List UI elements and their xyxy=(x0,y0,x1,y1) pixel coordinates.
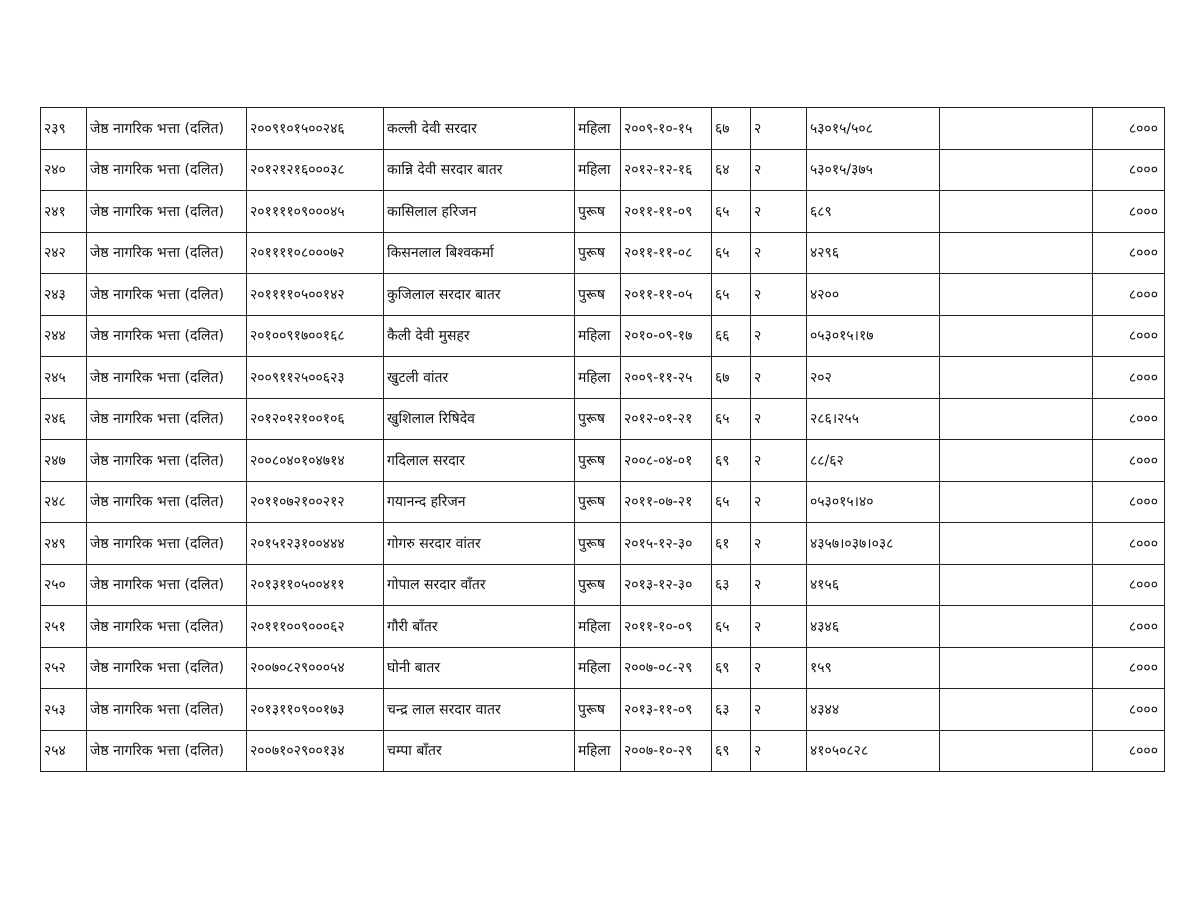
table-row xyxy=(41,481,1165,523)
serial-number-cell: २४७ xyxy=(41,440,87,482)
age-cell: ६५ xyxy=(712,398,751,440)
birth-date-cell: २०११-०७-२१ xyxy=(621,481,712,523)
amount-cell: ८००० xyxy=(1093,191,1165,233)
age-cell: ६७ xyxy=(712,108,751,150)
amount-cell: ८००० xyxy=(1093,564,1165,606)
amount-cell: ८००० xyxy=(1093,730,1165,772)
citizenship-number-cell: ५३०१५/३७५ xyxy=(807,149,940,191)
age-cell: ६५ xyxy=(712,191,751,233)
table-row xyxy=(41,689,1165,731)
beneficiary-name-cell: कुजिलाल सरदार बातर xyxy=(384,274,575,316)
amount-cell: ८००० xyxy=(1093,606,1165,648)
table-row xyxy=(41,315,1165,357)
gender-cell: महिला xyxy=(575,647,621,689)
gender-cell: पुरूष xyxy=(575,689,621,731)
ward-cell: २ xyxy=(751,647,807,689)
ward-cell: २ xyxy=(751,149,807,191)
ward-cell: २ xyxy=(751,689,807,731)
id-number-cell: २०१२१२१६०००३८ xyxy=(247,149,384,191)
table-row xyxy=(41,440,1165,482)
remarks-cell xyxy=(940,730,1093,772)
serial-number-cell: २४८ xyxy=(41,481,87,523)
remarks-cell xyxy=(940,149,1093,191)
ward-cell: २ xyxy=(751,523,807,565)
gender-cell: महिला xyxy=(575,108,621,150)
ward-cell: २ xyxy=(751,315,807,357)
birth-date-cell: २०१३-११-०९ xyxy=(621,689,712,731)
amount-cell: ८००० xyxy=(1093,274,1165,316)
beneficiary-name-cell: किसनलाल बिश्वकर्मा xyxy=(384,232,575,274)
citizenship-number-cell: १५९ xyxy=(807,647,940,689)
beneficiary-name-cell: गौरी बाँतर xyxy=(384,606,575,648)
id-number-cell: २०१३११०९००१७३ xyxy=(247,689,384,731)
ward-cell: २ xyxy=(751,357,807,399)
beneficiary-name-cell: चम्पा बाँतर xyxy=(384,730,575,772)
allowance-type-cell: जेष्ठ नागरिक भत्ता (दलित) xyxy=(87,481,247,523)
age-cell: ६९ xyxy=(712,440,751,482)
allowance-type-cell: जेष्ठ नागरिक भत्ता (दलित) xyxy=(87,564,247,606)
gender-cell: महिला xyxy=(575,357,621,399)
birth-date-cell: २०१०-०९-१७ xyxy=(621,315,712,357)
amount-cell: ८००० xyxy=(1093,149,1165,191)
citizenship-number-cell: ०५३०१५।१७ xyxy=(807,315,940,357)
id-number-cell: २०१२०१२१००१०६ xyxy=(247,398,384,440)
id-number-cell: २००७१०२९००१३४ xyxy=(247,730,384,772)
age-cell: ६५ xyxy=(712,274,751,316)
amount-cell: ८००० xyxy=(1093,523,1165,565)
remarks-cell xyxy=(940,191,1093,233)
birth-date-cell: २०११-१०-०९ xyxy=(621,606,712,648)
beneficiary-name-cell: गोपाल सरदार वाँतर xyxy=(384,564,575,606)
gender-cell: पुरूष xyxy=(575,232,621,274)
birth-date-cell: २०१२-१२-१६ xyxy=(621,149,712,191)
table-row xyxy=(41,730,1165,772)
birth-date-cell: २०११-११-०५ xyxy=(621,274,712,316)
birth-date-cell: २०१३-१२-३० xyxy=(621,564,712,606)
birth-date-cell: २००७-०८-२९ xyxy=(621,647,712,689)
table-body xyxy=(41,108,1165,772)
birth-date-cell: २००९-१०-१५ xyxy=(621,108,712,150)
id-number-cell: २००८०४०१०४७१४ xyxy=(247,440,384,482)
gender-cell: महिला xyxy=(575,315,621,357)
remarks-cell xyxy=(940,440,1093,482)
allowance-type-cell: जेष्ठ नागरिक भत्ता (दलित) xyxy=(87,357,247,399)
serial-number-cell: २४१ xyxy=(41,191,87,233)
remarks-cell xyxy=(940,647,1093,689)
table-row xyxy=(41,647,1165,689)
amount-cell: ८००० xyxy=(1093,689,1165,731)
citizenship-number-cell: ४२९६ xyxy=(807,232,940,274)
id-number-cell: २०१००९१७००१६८ xyxy=(247,315,384,357)
remarks-cell xyxy=(940,564,1093,606)
ward-cell: २ xyxy=(751,606,807,648)
id-number-cell: २००९११२५००६२३ xyxy=(247,357,384,399)
birth-date-cell: २०१५-१२-३० xyxy=(621,523,712,565)
allowance-type-cell: जेष्ठ नागरिक भत्ता (दलित) xyxy=(87,440,247,482)
table-row xyxy=(41,398,1165,440)
ward-cell: २ xyxy=(751,564,807,606)
allowance-type-cell: जेष्ठ नागरिक भत्ता (दलित) xyxy=(87,647,247,689)
remarks-cell xyxy=(940,232,1093,274)
gender-cell: पुरूष xyxy=(575,274,621,316)
table-row xyxy=(41,149,1165,191)
gender-cell: महिला xyxy=(575,149,621,191)
amount-cell: ८००० xyxy=(1093,108,1165,150)
table-row xyxy=(41,191,1165,233)
beneficiary-name-cell: कैली देवी मुसहर xyxy=(384,315,575,357)
table-row xyxy=(41,108,1165,150)
id-number-cell: २०११११०५००१४२ xyxy=(247,274,384,316)
ward-cell: २ xyxy=(751,398,807,440)
citizenship-number-cell: ४१०५०८२८ xyxy=(807,730,940,772)
amount-cell: ८००० xyxy=(1093,481,1165,523)
age-cell: ६३ xyxy=(712,564,751,606)
amount-cell: ८००० xyxy=(1093,315,1165,357)
age-cell: ६९ xyxy=(712,730,751,772)
birth-date-cell: २००७-१०-२९ xyxy=(621,730,712,772)
serial-number-cell: २४६ xyxy=(41,398,87,440)
gender-cell: पुरूष xyxy=(575,481,621,523)
beneficiary-name-cell: कल्ली देवी सरदार xyxy=(384,108,575,150)
beneficiary-name-cell: कासिलाल हरिजन xyxy=(384,191,575,233)
gender-cell: महिला xyxy=(575,730,621,772)
id-number-cell: २०१५१२३१००४४४ xyxy=(247,523,384,565)
serial-number-cell: २५२ xyxy=(41,647,87,689)
ward-cell: २ xyxy=(751,730,807,772)
amount-cell: ८००० xyxy=(1093,232,1165,274)
ward-cell: २ xyxy=(751,191,807,233)
allowance-type-cell: जेष्ठ नागरिक भत्ता (दलित) xyxy=(87,149,247,191)
beneficiary-name-cell: गयानन्द हरिजन xyxy=(384,481,575,523)
allowance-type-cell: जेष्ठ नागरिक भत्ता (दलित) xyxy=(87,108,247,150)
beneficiary-name-cell: गदिलाल सरदार xyxy=(384,440,575,482)
citizenship-number-cell: ४२०० xyxy=(807,274,940,316)
beneficiary-name-cell: चन्द्र लाल सरदार वातर xyxy=(384,689,575,731)
table-row xyxy=(41,523,1165,565)
id-number-cell: २००९१०१५००२४६ xyxy=(247,108,384,150)
beneficiary-table xyxy=(40,107,1165,772)
amount-cell: ८००० xyxy=(1093,647,1165,689)
table-row xyxy=(41,274,1165,316)
serial-number-cell: २५० xyxy=(41,564,87,606)
age-cell: ६७ xyxy=(712,357,751,399)
birth-date-cell: २०११-११-०८ xyxy=(621,232,712,274)
serial-number-cell: २५४ xyxy=(41,730,87,772)
serial-number-cell: २४३ xyxy=(41,274,87,316)
id-number-cell: २०१११००९०००६२ xyxy=(247,606,384,648)
remarks-cell xyxy=(940,274,1093,316)
ward-cell: २ xyxy=(751,274,807,316)
remarks-cell xyxy=(940,481,1093,523)
ward-cell: २ xyxy=(751,232,807,274)
citizenship-number-cell: ४१५६ xyxy=(807,564,940,606)
beneficiary-name-cell: कान्नि देवी सरदार बातर xyxy=(384,149,575,191)
beneficiary-name-cell: घोनी बातर xyxy=(384,647,575,689)
gender-cell: महिला xyxy=(575,606,621,648)
serial-number-cell: २४२ xyxy=(41,232,87,274)
citizenship-number-cell: २०२ xyxy=(807,357,940,399)
age-cell: ६५ xyxy=(712,232,751,274)
gender-cell: पुरूष xyxy=(575,564,621,606)
gender-cell: पुरूष xyxy=(575,440,621,482)
birth-date-cell: २००८-०४-०१ xyxy=(621,440,712,482)
remarks-cell xyxy=(940,315,1093,357)
ward-cell: २ xyxy=(751,440,807,482)
age-cell: ६५ xyxy=(712,606,751,648)
serial-number-cell: २४९ xyxy=(41,523,87,565)
citizenship-number-cell: ४३५७।०३७।०३८ xyxy=(807,523,940,565)
beneficiary-name-cell: खुशिलाल रिषिदेव xyxy=(384,398,575,440)
remarks-cell xyxy=(940,108,1093,150)
beneficiary-name-cell: खुटली वांतर xyxy=(384,357,575,399)
allowance-type-cell: जेष्ठ नागरिक भत्ता (दलित) xyxy=(87,523,247,565)
serial-number-cell: २४५ xyxy=(41,357,87,399)
remarks-cell xyxy=(940,689,1093,731)
allowance-type-cell: जेष्ठ नागरिक भत्ता (दलित) xyxy=(87,398,247,440)
serial-number-cell: २४० xyxy=(41,149,87,191)
citizenship-number-cell: ४३४४ xyxy=(807,689,940,731)
allowance-type-cell: जेष्ठ नागरिक भत्ता (दलित) xyxy=(87,606,247,648)
id-number-cell: २०११११०८०००७२ xyxy=(247,232,384,274)
birth-date-cell: २०१२-०१-२१ xyxy=(621,398,712,440)
allowance-type-cell: जेष्ठ नागरिक भत्ता (दलित) xyxy=(87,232,247,274)
citizenship-number-cell: ८८/६२ xyxy=(807,440,940,482)
birth-date-cell: २०११-११-०९ xyxy=(621,191,712,233)
allowance-type-cell: जेष्ठ नागरिक भत्ता (दलित) xyxy=(87,689,247,731)
age-cell: ६५ xyxy=(712,481,751,523)
birth-date-cell: २००९-११-२५ xyxy=(621,357,712,399)
table-row xyxy=(41,606,1165,648)
gender-cell: पुरूष xyxy=(575,398,621,440)
gender-cell: पुरूष xyxy=(575,523,621,565)
id-number-cell: २०११०७२१००२१२ xyxy=(247,481,384,523)
ward-cell: २ xyxy=(751,481,807,523)
gender-cell: पुरूष xyxy=(575,191,621,233)
allowance-type-cell: जेष्ठ नागरिक भत्ता (दलित) xyxy=(87,315,247,357)
remarks-cell xyxy=(940,357,1093,399)
id-number-cell: २०१३११०५००४११ xyxy=(247,564,384,606)
citizenship-number-cell: २८६।२५५ xyxy=(807,398,940,440)
remarks-cell xyxy=(940,398,1093,440)
allowance-type-cell: जेष्ठ नागरिक भत्ता (दलित) xyxy=(87,730,247,772)
serial-number-cell: २५१ xyxy=(41,606,87,648)
amount-cell: ८००० xyxy=(1093,357,1165,399)
amount-cell: ८००० xyxy=(1093,398,1165,440)
allowance-type-cell: जेष्ठ नागरिक भत्ता (दलित) xyxy=(87,274,247,316)
age-cell: ६९ xyxy=(712,647,751,689)
id-number-cell: २०११११०९०००४५ xyxy=(247,191,384,233)
age-cell: ६१ xyxy=(712,523,751,565)
citizenship-number-cell: ६८९ xyxy=(807,191,940,233)
table-row xyxy=(41,564,1165,606)
serial-number-cell: २५३ xyxy=(41,689,87,731)
table-row xyxy=(41,232,1165,274)
allowance-type-cell: जेष्ठ नागरिक भत्ता (दलित) xyxy=(87,191,247,233)
ward-cell: २ xyxy=(751,108,807,150)
age-cell: ६४ xyxy=(712,149,751,191)
table-row xyxy=(41,357,1165,399)
serial-number-cell: २४४ xyxy=(41,315,87,357)
age-cell: ६६ xyxy=(712,315,751,357)
citizenship-number-cell: ४३४६ xyxy=(807,606,940,648)
amount-cell: ८००० xyxy=(1093,440,1165,482)
id-number-cell: २००७०८२९०००५४ xyxy=(247,647,384,689)
age-cell: ६३ xyxy=(712,689,751,731)
citizenship-number-cell: ५३०१५/५०८ xyxy=(807,108,940,150)
remarks-cell xyxy=(940,606,1093,648)
citizenship-number-cell: ०५३०१५।४० xyxy=(807,481,940,523)
serial-number-cell: २३९ xyxy=(41,108,87,150)
beneficiary-name-cell: गोगरु सरदार वांतर xyxy=(384,523,575,565)
remarks-cell xyxy=(940,523,1093,565)
